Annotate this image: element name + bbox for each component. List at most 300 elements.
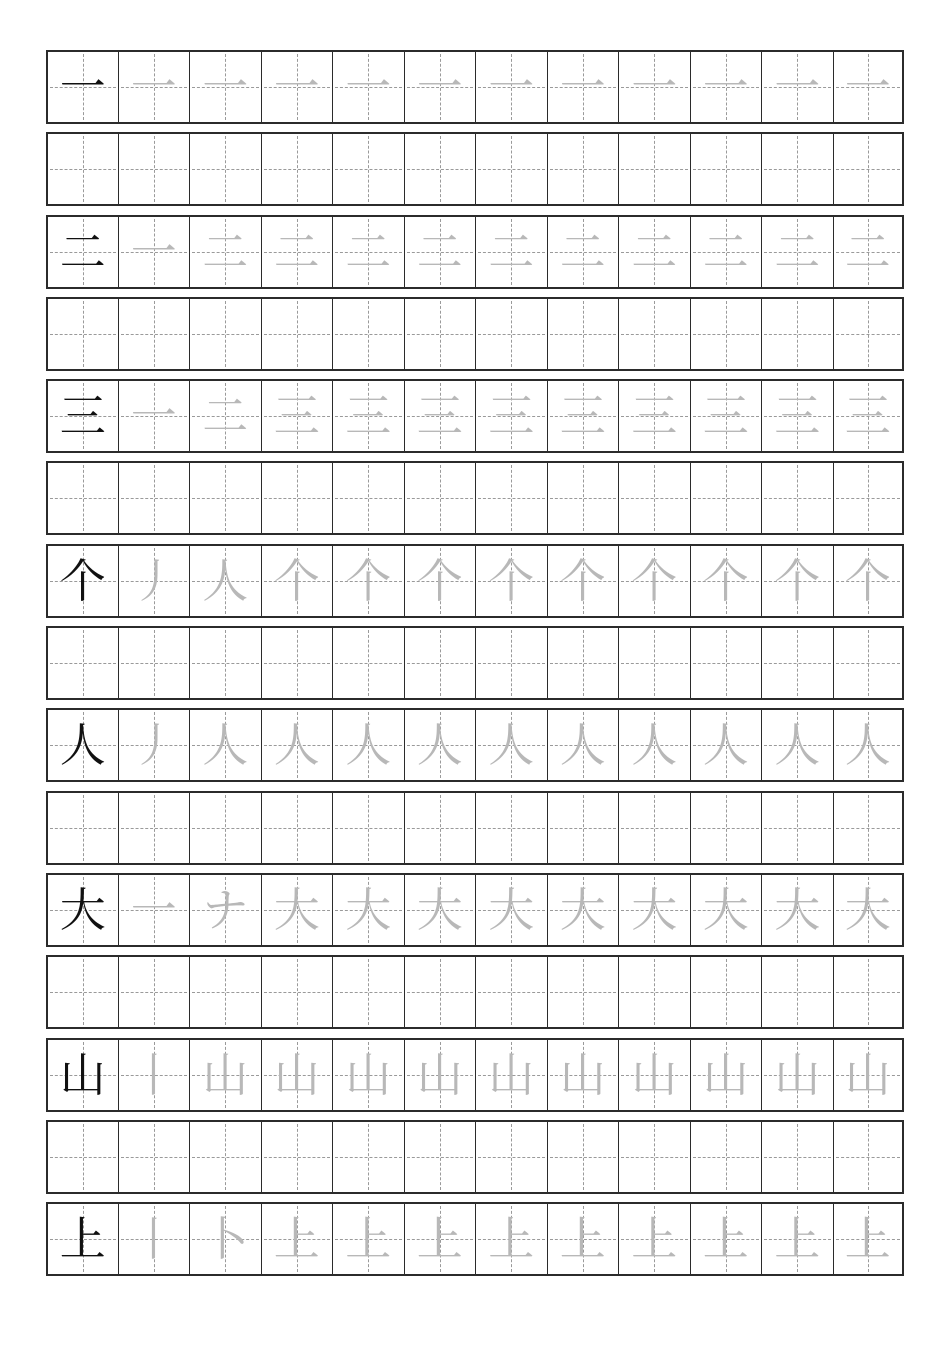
- grid-cell[interactable]: [475, 791, 547, 865]
- grid-cell[interactable]: [761, 215, 833, 289]
- grid-cell[interactable]: [261, 461, 333, 535]
- grid-cell[interactable]: [547, 1202, 619, 1276]
- model-character: 大: [59, 882, 106, 937]
- grid-cell[interactable]: [46, 379, 118, 453]
- trace-character: [190, 957, 261, 1027]
- grid-cell[interactable]: [690, 1120, 762, 1194]
- grid-cell[interactable]: [404, 297, 476, 371]
- grid-cell[interactable]: [118, 791, 190, 865]
- grid-cell[interactable]: [547, 297, 619, 371]
- trace-character: 个: [631, 553, 678, 608]
- grid-cell[interactable]: [46, 544, 118, 618]
- grid-cell[interactable]: [547, 544, 619, 618]
- grid-cell[interactable]: [118, 544, 190, 618]
- grid-cell[interactable]: [547, 708, 619, 782]
- grid-cell[interactable]: [547, 791, 619, 865]
- trace-character: [333, 463, 404, 533]
- grid-cell[interactable]: [46, 1120, 118, 1194]
- grid-cell[interactable]: [618, 1120, 690, 1194]
- trace-character: [190, 628, 261, 698]
- grid-cell[interactable]: [46, 1202, 118, 1276]
- grid-cell[interactable]: [46, 132, 118, 206]
- grid-cell[interactable]: [761, 1038, 833, 1112]
- grid-cell[interactable]: [261, 50, 333, 124]
- grid-cell[interactable]: [761, 955, 833, 1029]
- grid-cell[interactable]: [332, 461, 404, 535]
- trace-character: 三: [559, 389, 606, 444]
- trace-character: [190, 1122, 261, 1192]
- grid-cell[interactable]: [833, 544, 905, 618]
- trace-character: 一: [130, 224, 177, 279]
- grid-cell[interactable]: [118, 379, 190, 453]
- trace-character: 二: [345, 224, 392, 279]
- grid-cell[interactable]: [46, 297, 118, 371]
- grid-cell[interactable]: [404, 1202, 476, 1276]
- grid-cell[interactable]: [404, 132, 476, 206]
- trace-character: 山: [702, 1047, 749, 1102]
- grid-cell[interactable]: [404, 379, 476, 453]
- trace-character: [405, 299, 476, 369]
- grid-cell[interactable]: [833, 50, 905, 124]
- grid-cell[interactable]: [761, 544, 833, 618]
- grid-cell[interactable]: [118, 708, 190, 782]
- model-character: [48, 134, 118, 204]
- grid-cell[interactable]: [475, 1202, 547, 1276]
- grid-cell[interactable]: [118, 955, 190, 1029]
- grid-cell[interactable]: [475, 132, 547, 206]
- grid-cell[interactable]: [261, 791, 333, 865]
- trace-character: [405, 628, 476, 698]
- grid-cell[interactable]: [332, 1202, 404, 1276]
- trace-character: 一: [488, 60, 535, 114]
- grid-cell[interactable]: [332, 50, 404, 124]
- grid-cell[interactable]: [404, 1038, 476, 1112]
- grid-cell[interactable]: [332, 626, 404, 700]
- grid-cell[interactable]: [332, 544, 404, 618]
- grid-cell[interactable]: [332, 379, 404, 453]
- trace-character: [762, 134, 833, 204]
- trace-character: [476, 463, 547, 533]
- blank-practice-row: [46, 955, 904, 1029]
- trace-character: [119, 1122, 190, 1192]
- blank-practice-row: [46, 1120, 904, 1194]
- trace-character: 上: [559, 1212, 606, 1267]
- trace-character: [691, 134, 762, 204]
- trace-character: 二: [416, 224, 463, 279]
- trace-character: [262, 134, 333, 204]
- grid-cell[interactable]: [189, 215, 261, 289]
- grid-cell[interactable]: [189, 132, 261, 206]
- trace-character: 一: [844, 60, 891, 114]
- model-character: 三: [59, 389, 106, 444]
- trace-character: [548, 134, 619, 204]
- trace-character: 一: [345, 60, 392, 114]
- grid-cell[interactable]: [475, 544, 547, 618]
- trace-character: 一: [273, 60, 320, 114]
- grid-cell[interactable]: [833, 626, 905, 700]
- grid-cell[interactable]: [761, 791, 833, 865]
- trace-character: [262, 628, 333, 698]
- model-character: 山: [59, 1047, 106, 1102]
- trace-character: [405, 134, 476, 204]
- trace-character: [262, 299, 333, 369]
- grid-cell[interactable]: [46, 873, 118, 947]
- grid-cell[interactable]: [189, 297, 261, 371]
- grid-cell[interactable]: [261, 708, 333, 782]
- trace-character: 二: [631, 224, 678, 279]
- grid-cell[interactable]: [833, 461, 905, 535]
- grid-cell[interactable]: [618, 708, 690, 782]
- trace-character: [762, 957, 833, 1027]
- grid-cell[interactable]: [833, 708, 905, 782]
- grid-cell[interactable]: [189, 1038, 261, 1112]
- trace-character: 山: [631, 1047, 678, 1102]
- trace-character: 个: [702, 553, 749, 608]
- grid-cell[interactable]: [547, 215, 619, 289]
- grid-cell[interactable]: [761, 1120, 833, 1194]
- trace-character: 二: [202, 224, 249, 279]
- trace-character: 人: [345, 718, 392, 773]
- practice-row: [46, 215, 904, 289]
- trace-character: 二: [844, 224, 891, 279]
- trace-character: 二: [273, 224, 320, 279]
- grid-cell[interactable]: [761, 1202, 833, 1276]
- trace-character: 人: [202, 553, 249, 608]
- grid-cell[interactable]: [690, 791, 762, 865]
- grid-cell[interactable]: [118, 215, 190, 289]
- grid-cell[interactable]: [261, 626, 333, 700]
- grid-cell[interactable]: [404, 1120, 476, 1194]
- trace-character: 丿: [130, 553, 177, 608]
- grid-cell[interactable]: [618, 791, 690, 865]
- grid-cell[interactable]: [332, 132, 404, 206]
- grid-cell[interactable]: [761, 132, 833, 206]
- trace-character: 山: [774, 1047, 821, 1102]
- grid-cell[interactable]: [833, 132, 905, 206]
- blank-practice-row: [46, 297, 904, 371]
- grid-cell[interactable]: [690, 461, 762, 535]
- grid-cell[interactable]: [690, 132, 762, 206]
- grid-cell[interactable]: [618, 1038, 690, 1112]
- grid-cell[interactable]: [261, 1038, 333, 1112]
- trace-character: 山: [345, 1047, 392, 1102]
- grid-cell[interactable]: [404, 50, 476, 124]
- trace-character: 一: [130, 60, 177, 114]
- grid-cell[interactable]: [475, 626, 547, 700]
- grid-cell[interactable]: [118, 626, 190, 700]
- trace-character: [119, 628, 190, 698]
- trace-character: [476, 628, 547, 698]
- trace-character: 人: [844, 718, 891, 773]
- grid-cell[interactable]: [690, 379, 762, 453]
- grid-cell[interactable]: [332, 297, 404, 371]
- grid-cell[interactable]: [547, 461, 619, 535]
- trace-character: [548, 793, 619, 863]
- grid-cell[interactable]: [404, 955, 476, 1029]
- trace-character: [691, 1122, 762, 1192]
- trace-character: [834, 628, 903, 698]
- grid-cell[interactable]: [833, 1120, 905, 1194]
- blank-practice-row: [46, 791, 904, 865]
- grid-cell[interactable]: [690, 297, 762, 371]
- grid-cell[interactable]: [833, 791, 905, 865]
- trace-character: [619, 628, 690, 698]
- trace-character: 个: [345, 553, 392, 608]
- grid-cell[interactable]: [618, 132, 690, 206]
- grid-cell[interactable]: [118, 461, 190, 535]
- trace-character: 山: [273, 1047, 320, 1102]
- grid-cell[interactable]: [475, 379, 547, 453]
- grid-cell[interactable]: [761, 626, 833, 700]
- grid-cell[interactable]: [547, 873, 619, 947]
- grid-cell[interactable]: [332, 873, 404, 947]
- grid-cell[interactable]: [475, 1120, 547, 1194]
- grid-cell[interactable]: [118, 50, 190, 124]
- grid-cell[interactable]: [332, 215, 404, 289]
- trace-character: 大: [774, 882, 821, 937]
- grid-cell[interactable]: [118, 1038, 190, 1112]
- grid-cell[interactable]: [547, 626, 619, 700]
- grid-cell[interactable]: [404, 461, 476, 535]
- trace-character: 上: [844, 1212, 891, 1267]
- grid-cell[interactable]: [475, 215, 547, 289]
- trace-character: [834, 463, 903, 533]
- grid-cell[interactable]: [690, 215, 762, 289]
- trace-character: 人: [774, 718, 821, 773]
- trace-character: 个: [844, 553, 891, 608]
- trace-character: 一: [559, 60, 606, 114]
- grid-cell[interactable]: [189, 791, 261, 865]
- trace-character: [762, 463, 833, 533]
- grid-cell[interactable]: [833, 873, 905, 947]
- grid-cell[interactable]: [46, 626, 118, 700]
- grid-cell[interactable]: [118, 873, 190, 947]
- grid-cell[interactable]: [475, 297, 547, 371]
- grid-cell[interactable]: [189, 873, 261, 947]
- grid-cell[interactable]: [833, 297, 905, 371]
- grid-cell[interactable]: [475, 708, 547, 782]
- trace-character: 卜: [202, 1212, 249, 1267]
- grid-cell[interactable]: [547, 132, 619, 206]
- grid-cell[interactable]: [404, 708, 476, 782]
- trace-character: 三: [774, 389, 821, 444]
- trace-character: 大: [273, 882, 320, 937]
- grid-cell[interactable]: [118, 1120, 190, 1194]
- grid-cell[interactable]: [761, 379, 833, 453]
- grid-cell[interactable]: [690, 50, 762, 124]
- model-character: 上: [59, 1212, 106, 1267]
- model-character: 个: [59, 553, 106, 608]
- grid-cell[interactable]: [618, 379, 690, 453]
- grid-cell[interactable]: [690, 544, 762, 618]
- grid-cell[interactable]: [189, 955, 261, 1029]
- trace-character: 大: [631, 882, 678, 937]
- grid-cell[interactable]: [547, 1120, 619, 1194]
- grid-cell[interactable]: [547, 50, 619, 124]
- grid-cell[interactable]: [261, 1202, 333, 1276]
- trace-character: 上: [345, 1212, 392, 1267]
- trace-character: 大: [844, 882, 891, 937]
- grid-cell[interactable]: [118, 297, 190, 371]
- trace-character: [333, 957, 404, 1027]
- grid-cell[interactable]: [833, 1202, 905, 1276]
- grid-cell[interactable]: [46, 955, 118, 1029]
- grid-cell[interactable]: [261, 873, 333, 947]
- grid-cell[interactable]: [261, 379, 333, 453]
- trace-character: 丿: [130, 718, 177, 773]
- grid-cell[interactable]: [404, 791, 476, 865]
- trace-character: [119, 793, 190, 863]
- trace-character: [548, 463, 619, 533]
- grid-cell[interactable]: [618, 955, 690, 1029]
- grid-cell[interactable]: [404, 544, 476, 618]
- grid-cell[interactable]: [46, 708, 118, 782]
- trace-character: [548, 299, 619, 369]
- grid-cell[interactable]: [547, 955, 619, 1029]
- trace-character: 三: [416, 389, 463, 444]
- grid-cell[interactable]: [261, 955, 333, 1029]
- grid-cell[interactable]: [690, 626, 762, 700]
- model-character: 人: [59, 718, 106, 773]
- grid-cell[interactable]: [833, 1038, 905, 1112]
- trace-character: [548, 1122, 619, 1192]
- grid-cell[interactable]: [618, 50, 690, 124]
- grid-cell[interactable]: [761, 50, 833, 124]
- practice-row: [46, 1038, 904, 1112]
- trace-character: [834, 957, 903, 1027]
- practice-row: [46, 708, 904, 782]
- grid-cell[interactable]: [690, 873, 762, 947]
- grid-cell[interactable]: [189, 461, 261, 535]
- trace-character: [691, 628, 762, 698]
- trace-character: 一: [130, 389, 177, 444]
- grid-cell[interactable]: [618, 1202, 690, 1276]
- trace-character: 三: [488, 389, 535, 444]
- grid-cell[interactable]: [475, 955, 547, 1029]
- grid-cell[interactable]: [189, 379, 261, 453]
- trace-character: [262, 1122, 333, 1192]
- trace-character: 丨: [130, 1047, 177, 1102]
- trace-character: [405, 793, 476, 863]
- grid-cell[interactable]: [261, 1120, 333, 1194]
- grid-cell[interactable]: [618, 626, 690, 700]
- grid-cell[interactable]: [404, 215, 476, 289]
- trace-character: [476, 793, 547, 863]
- trace-character: [834, 1122, 903, 1192]
- grid-cell[interactable]: [189, 1202, 261, 1276]
- grid-cell[interactable]: [618, 873, 690, 947]
- grid-cell[interactable]: [189, 544, 261, 618]
- trace-character: [476, 1122, 547, 1192]
- trace-character: [190, 463, 261, 533]
- grid-cell[interactable]: [618, 544, 690, 618]
- trace-character: 大: [416, 882, 463, 937]
- grid-cell[interactable]: [332, 791, 404, 865]
- grid-cell[interactable]: [261, 215, 333, 289]
- grid-cell[interactable]: [46, 215, 118, 289]
- grid-cell[interactable]: [261, 544, 333, 618]
- grid-cell[interactable]: [118, 132, 190, 206]
- grid-cell[interactable]: [332, 955, 404, 1029]
- trace-character: ナ: [202, 882, 249, 937]
- trace-character: [762, 299, 833, 369]
- trace-character: 一: [631, 60, 678, 114]
- grid-cell[interactable]: [46, 791, 118, 865]
- trace-character: [119, 299, 190, 369]
- grid-cell[interactable]: [690, 1038, 762, 1112]
- grid-cell[interactable]: [618, 215, 690, 289]
- grid-cell[interactable]: [833, 215, 905, 289]
- trace-character: [476, 957, 547, 1027]
- grid-cell[interactable]: [261, 132, 333, 206]
- trace-character: 人: [273, 718, 320, 773]
- trace-character: [619, 793, 690, 863]
- trace-character: [262, 463, 333, 533]
- grid-cell[interactable]: [761, 461, 833, 535]
- grid-cell[interactable]: [475, 1038, 547, 1112]
- trace-character: 上: [488, 1212, 535, 1267]
- grid-cell[interactable]: [761, 708, 833, 782]
- grid-cell[interactable]: [547, 379, 619, 453]
- trace-character: 上: [774, 1212, 821, 1267]
- grid-cell[interactable]: [332, 1038, 404, 1112]
- grid-cell[interactable]: [46, 50, 118, 124]
- trace-character: 大: [702, 882, 749, 937]
- grid-cell[interactable]: [189, 626, 261, 700]
- grid-cell[interactable]: [46, 461, 118, 535]
- grid-cell[interactable]: [189, 1120, 261, 1194]
- trace-character: 山: [416, 1047, 463, 1102]
- grid-cell[interactable]: [261, 297, 333, 371]
- grid-cell[interactable]: [761, 873, 833, 947]
- model-character: [48, 299, 118, 369]
- grid-cell[interactable]: [332, 708, 404, 782]
- grid-cell[interactable]: [690, 708, 762, 782]
- grid-cell[interactable]: [618, 297, 690, 371]
- grid-cell[interactable]: [46, 1038, 118, 1112]
- trace-character: [762, 793, 833, 863]
- trace-character: 三: [702, 389, 749, 444]
- grid-cell[interactable]: [833, 379, 905, 453]
- grid-cell[interactable]: [404, 873, 476, 947]
- grid-cell[interactable]: [833, 955, 905, 1029]
- trace-character: [691, 793, 762, 863]
- grid-cell[interactable]: [189, 50, 261, 124]
- grid-cell[interactable]: [404, 626, 476, 700]
- grid-cell[interactable]: [475, 50, 547, 124]
- grid-cell[interactable]: [690, 1202, 762, 1276]
- model-character: 一: [59, 60, 106, 114]
- grid-cell[interactable]: [475, 873, 547, 947]
- grid-cell[interactable]: [332, 1120, 404, 1194]
- grid-cell[interactable]: [618, 461, 690, 535]
- grid-cell[interactable]: [118, 1202, 190, 1276]
- trace-character: 上: [416, 1212, 463, 1267]
- grid-cell[interactable]: [547, 1038, 619, 1112]
- model-character: [48, 463, 118, 533]
- trace-character: [333, 134, 404, 204]
- model-character: [48, 628, 118, 698]
- trace-character: [262, 957, 333, 1027]
- grid-cell[interactable]: [761, 297, 833, 371]
- trace-character: 二: [559, 224, 606, 279]
- trace-character: [548, 628, 619, 698]
- grid-cell[interactable]: [475, 461, 547, 535]
- trace-character: [405, 463, 476, 533]
- trace-character: [619, 957, 690, 1027]
- grid-cell[interactable]: [189, 708, 261, 782]
- grid-cell[interactable]: [690, 955, 762, 1029]
